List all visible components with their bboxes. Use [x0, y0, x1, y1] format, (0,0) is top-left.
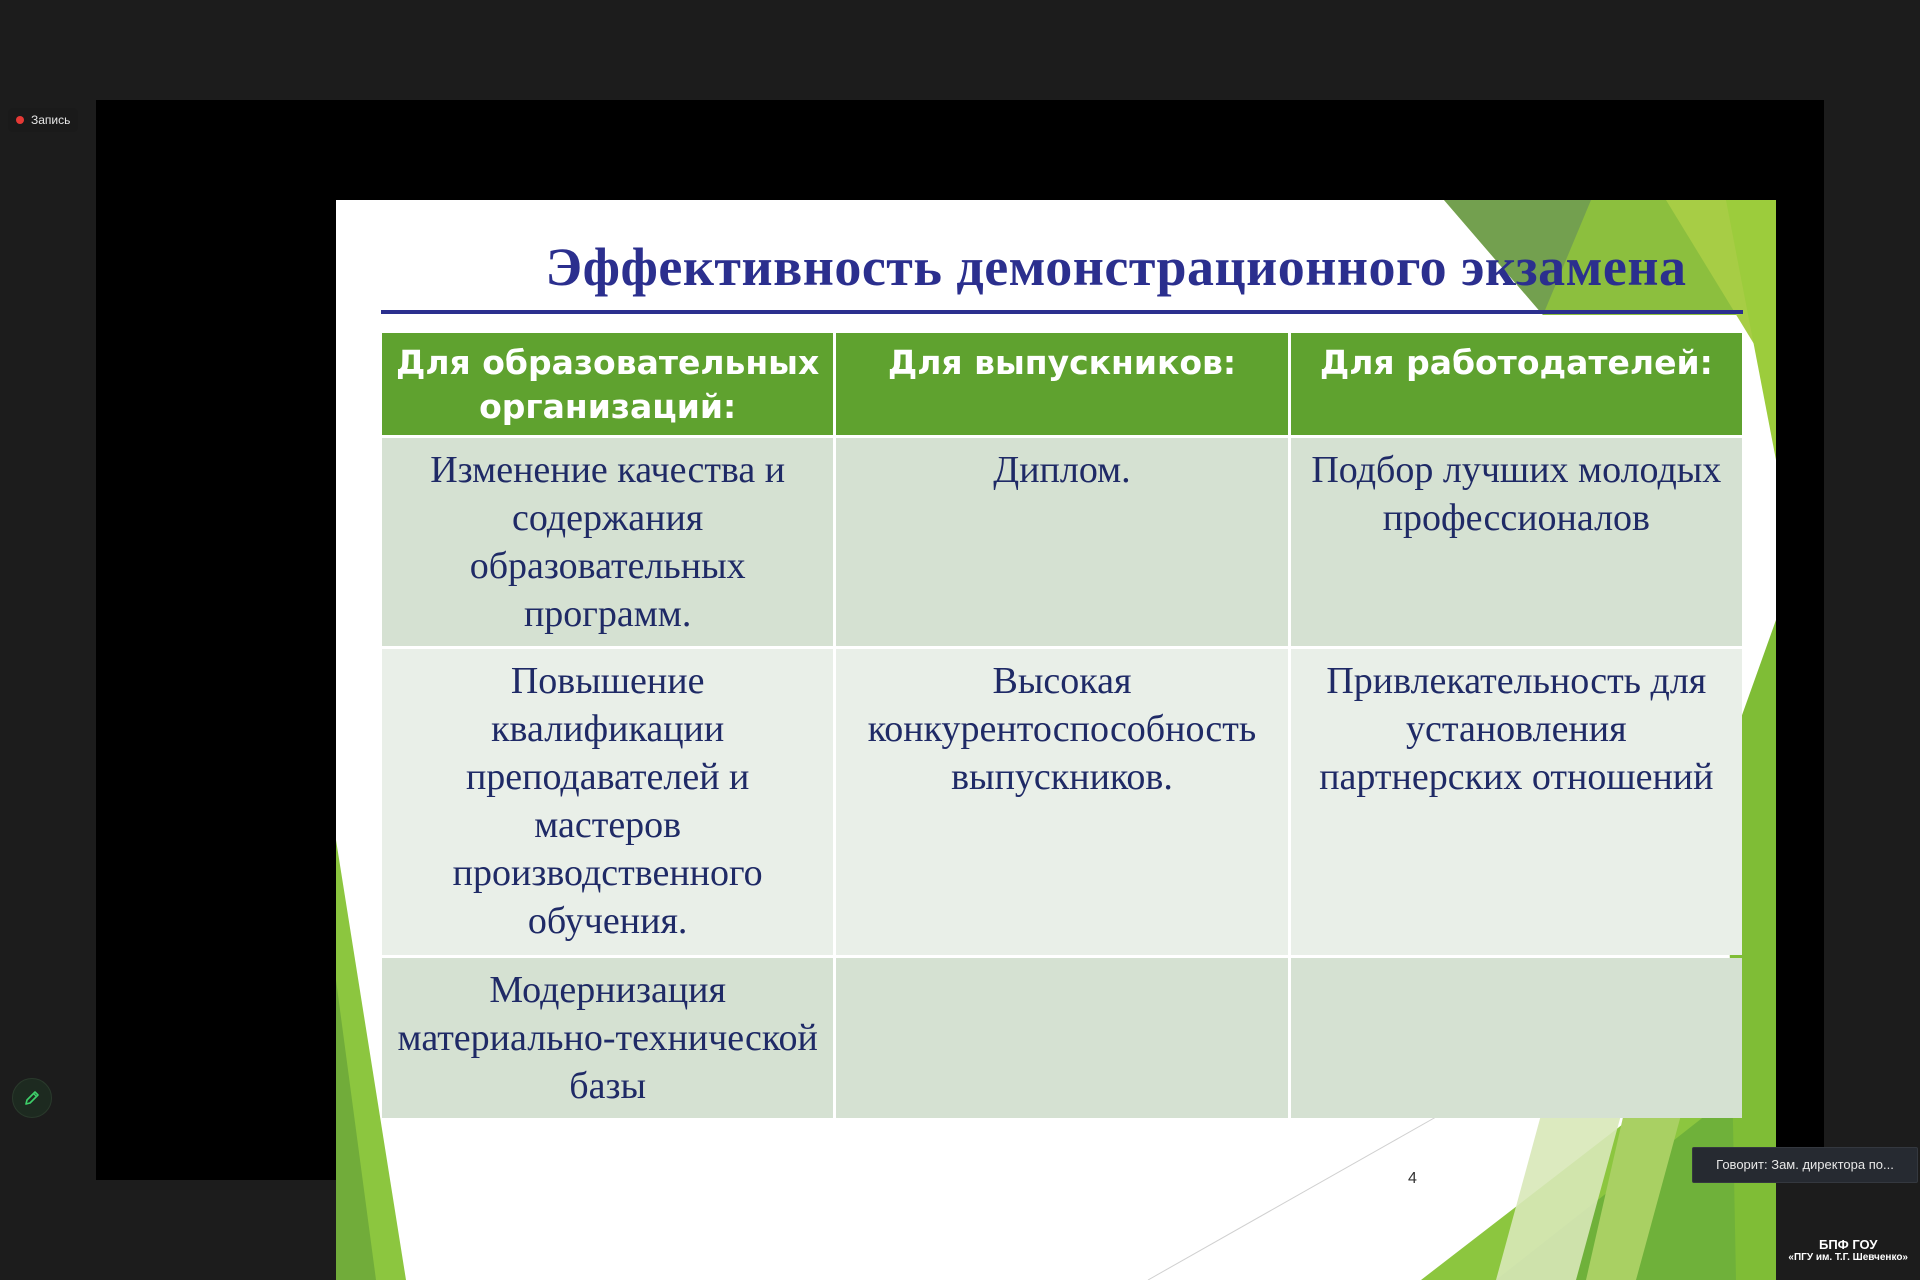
- slide-title: Эффективность демонстрационного экзамена: [545, 237, 1687, 297]
- presentation-slide: [336, 200, 1776, 1280]
- table-header-row: [382, 333, 1742, 435]
- table-row: [382, 958, 1742, 1118]
- table-cell: Привлекательность для установления партнерских отношений: [1291, 649, 1742, 955]
- recording-indicator: [8, 108, 78, 132]
- table-cell: Высокая конкурентоспособность выпускников.: [836, 649, 1287, 955]
- organization-line1: БПФ ГОУ: [1818, 1237, 1878, 1252]
- recording-label: Запись: [31, 113, 71, 127]
- shared-screen: [96, 100, 1824, 1187]
- table-cell: [836, 958, 1287, 1118]
- active-speaker-label: Говорит: Зам. директора по...: [1692, 1147, 1918, 1183]
- recording-dot-icon: [16, 116, 24, 124]
- table-cell: Модернизация материально-технической базы: [382, 958, 833, 1118]
- table-cell: Изменение качества и содержания образовательных программ.: [382, 438, 833, 646]
- header-organizations: Для образовательных организаций:: [382, 333, 833, 435]
- table-cell: Повышение квалификации преподавателей и мастеров производственного обучения.: [382, 649, 833, 955]
- annotate-button[interactable]: [12, 1078, 52, 1118]
- table-row: [382, 438, 1742, 646]
- organization-line2: «ПГУ им. Т.Г. Шевченко»: [1788, 1252, 1908, 1263]
- pencil-icon: [23, 1089, 41, 1107]
- header-employers: Для работодателей:: [1291, 333, 1742, 435]
- header-graduates: Для выпускников:: [836, 333, 1287, 435]
- table-cell: Подбор лучших молодых профессионалов: [1291, 438, 1742, 646]
- table-cell: Диплом.: [836, 438, 1287, 646]
- table-row: [382, 649, 1742, 955]
- table-cell: [1291, 958, 1742, 1118]
- title-underline: [381, 310, 1743, 314]
- effectiveness-table: [379, 330, 1745, 1121]
- slide-page-number: 4: [1408, 1170, 1417, 1187]
- organization-name: [1788, 1238, 1908, 1264]
